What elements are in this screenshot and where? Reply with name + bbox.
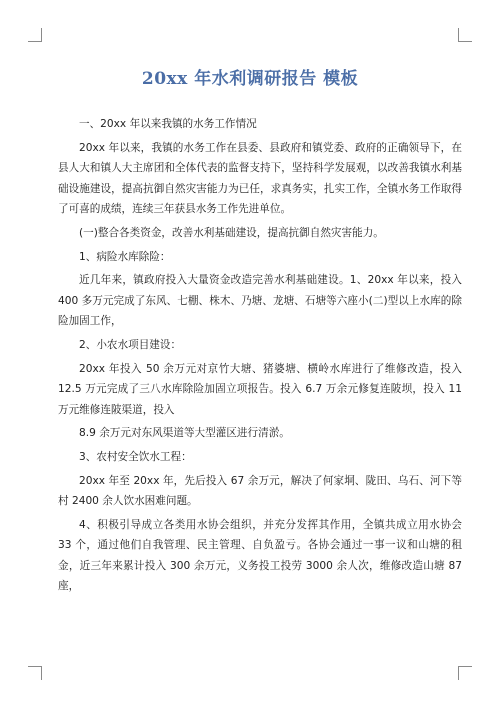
paragraph: 20xx 年投入 50 余万元对京竹大塘、猪婆塘、横岭水库进行了维修改造，投入 12.5 万元完成了三八水库除险加固立项报告。投入 6.7 万余元修复连陂坝，投入 11 万元维修连陂渠道，投入 [58,362,462,416]
item-heading: 2、小农水项目建设： [79,338,182,351]
crop-mark-bottom-right [458,666,472,680]
paragraph: 8.9 余万元对东风渠道等大型灌区进行清淤。 [79,427,290,440]
paragraph: 近几年来，镇政府投入大量资金改造完善水利基础建设。1、20xx 年以来，投入 400 多万元完成了东风、七棚、株木、乃塘、龙塘、石塘等六座小(二)型以上水库的除险加固工作， [58,274,462,328]
subsection-heading: (一)整合各类资金，改善水利基础建设，提高抗御自然灾害能力。 [79,226,384,239]
section-heading: 一、20xx 年以来我镇的水务工作情况 [79,118,257,130]
paragraph: 20xx 年以来，我镇的水务工作在县委、县政府和镇党委、政府的正确领导下，在县人大和镇人大主席团和全体代表的监督支持下，坚持科学发展观，以改善我镇水利基础设施建设，提高抗御自然灾害能力为已任，求真务实，扎实工作，全镇水务工作取得了可喜的成绩，连续三年获县水务工作先进单位。 [58,141,462,216]
crop-mark-top-left [28,28,42,42]
crop-mark-top-right [458,28,472,42]
crop-mark-bottom-left [28,666,42,680]
item-heading: 3、农村安全饮水工程： [79,450,192,463]
item-heading: 1、病险水库除险： [79,250,171,263]
paragraph: 4、积极引导成立各类用水协会组织，并充分发挥其作用，全镇共成立用水协会 33 个，通过他们自我管理、民主管理、自负盈亏。各协会通过一事一议和山塘的租金，近三年来累计投入 300 余万元，义务投工投劳 3000 余人次，维修改造山塘 87 座， [58,518,462,593]
document-body [58,114,462,600]
paragraph: 20xx 年至 20xx 年，先后投入 67 余万元，解决了何家垌、陇田、乌石、河下等村 2400 余人饮水困难问题。 [58,474,462,508]
document-title: 20xx 年水利调研报告 模板 [141,69,359,89]
